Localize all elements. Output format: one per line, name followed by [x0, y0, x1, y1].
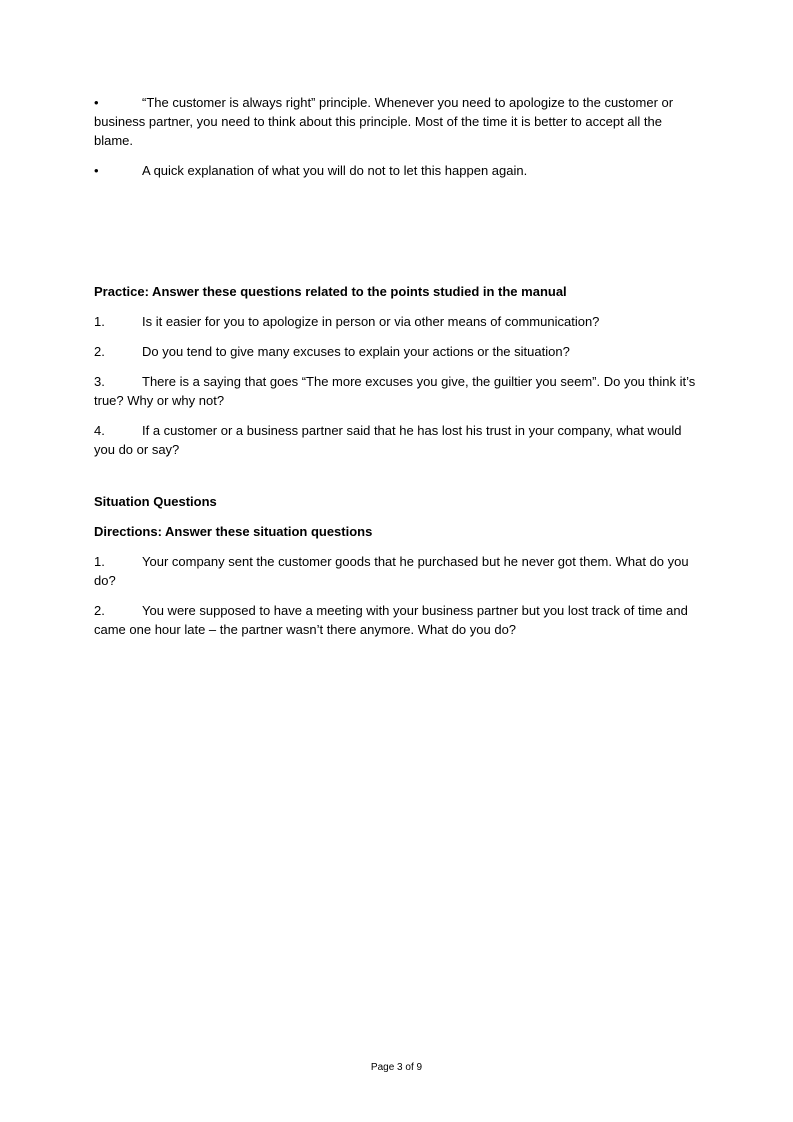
question-number: 1.	[94, 314, 105, 329]
practice-question	[94, 312, 700, 331]
document-page	[94, 93, 700, 650]
question-number: 2.	[94, 344, 105, 359]
question-text: Do you tend to give many excuses to explain your actions or the situation?	[142, 344, 570, 359]
bullet-marker: •	[94, 95, 99, 110]
question-number: 4.	[94, 423, 105, 438]
practice-heading: Practice: Answer these questions related to the points studied in the manual	[94, 284, 567, 299]
question-number: 1.	[94, 554, 105, 569]
situation-question	[94, 601, 700, 639]
practice-question	[94, 421, 700, 459]
bullet-text: A quick explanation of what you will do not to let this happen again.	[142, 163, 528, 178]
question-text: Is it easier for you to apologize in person or via other means of communication?	[142, 314, 600, 329]
bullet-text: “The customer is always right” principle. Whenever you need to apologize to the customer or business partner, you need to think about this principle. Most of the time it is better to accept all the blame.	[94, 95, 674, 148]
question-number: 2.	[94, 603, 105, 618]
page-number-footer: Page 3 of 9	[370, 1062, 423, 1073]
question-text: Your company sent the customer goods that he purchased but he never got them. What do you do?	[94, 554, 689, 588]
practice-question	[94, 342, 700, 361]
question-text: There is a saying that goes “The more excuses you give, the guiltier you seem”. Do you think it’s true? Why or why not?	[94, 374, 696, 408]
spacer	[94, 470, 700, 492]
question-text: If a customer or a business partner said that he has lost his trust in your company, what would you do or say?	[94, 423, 682, 457]
bullet-item	[94, 161, 700, 180]
situation-question	[94, 552, 700, 590]
bullet-item	[94, 93, 700, 150]
situation-heading: Situation Questions	[94, 494, 217, 509]
practice-question	[94, 372, 700, 410]
spacer	[94, 191, 700, 282]
question-text: You were supposed to have a meeting with your business partner but you lost track of time and came one hour late – the partner wasn’t there anymore. What do you do?	[94, 603, 688, 637]
bullet-marker: •	[94, 163, 99, 178]
situation-directions: Directions: Answer these situation questions	[94, 524, 373, 539]
question-number: 3.	[94, 374, 105, 389]
